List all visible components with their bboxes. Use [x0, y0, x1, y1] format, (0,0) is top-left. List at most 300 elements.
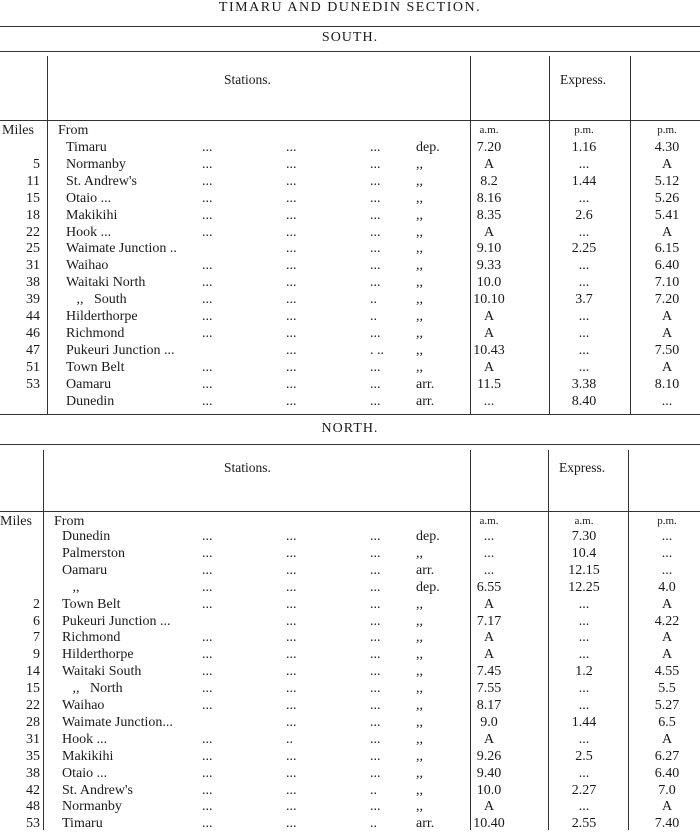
- miles-cell: 25: [26, 241, 40, 257]
- status-cell: dep.: [416, 579, 440, 595]
- express-time-cell: ...: [578, 156, 590, 172]
- leader-dots: ...: [286, 393, 297, 409]
- leader-dots: ...: [370, 647, 381, 663]
- miles-cell: 53: [26, 816, 40, 832]
- leader-dots: ...: [202, 376, 213, 392]
- leader-dots: ...: [202, 207, 213, 223]
- express-time-cell: 1.2: [575, 664, 593, 680]
- time-cell: ...: [483, 393, 495, 409]
- express-time-cell: ...: [578, 596, 590, 612]
- leader-dots: ...: [202, 596, 213, 612]
- express-time-cell: ...: [578, 359, 590, 375]
- express-time-cell: ...: [578, 275, 590, 291]
- leader-dots: ...: [370, 224, 381, 240]
- time-cell: 4.30: [654, 140, 680, 155]
- miles-cell: 46: [26, 325, 40, 341]
- status-cell: ,,: [416, 698, 423, 713]
- miles-cell: 38: [26, 765, 40, 781]
- time-cell: 10.0: [476, 275, 502, 291]
- leader-dots: ...: [286, 173, 297, 189]
- time-cell: 5.41: [654, 207, 680, 223]
- leader-dots: ...: [286, 224, 297, 240]
- express-time-cell: 12.25: [568, 579, 600, 595]
- table-row: [0, 815, 700, 832]
- leader-dots: ...: [370, 376, 381, 392]
- table-row: [0, 342, 700, 359]
- unit-label: a.m.: [574, 515, 594, 527]
- leader-dots: ...: [286, 241, 297, 257]
- time-cell: A: [483, 325, 495, 341]
- status-cell: arr.: [416, 393, 435, 409]
- express-time-cell: ...: [578, 258, 590, 274]
- status-cell: ,,: [416, 342, 423, 358]
- time-cell: 7.50: [654, 342, 680, 358]
- leader-dots: ...: [370, 799, 381, 815]
- leader-dots: ...: [286, 359, 297, 375]
- station-name: Otaio ...: [62, 765, 108, 781]
- express-time-cell: 2.27: [571, 782, 597, 798]
- time-cell: A: [661, 309, 673, 324]
- leader-dots: ...: [370, 562, 381, 578]
- time-cell: 6.5: [658, 714, 676, 730]
- table-row: [0, 613, 700, 630]
- table-row: [0, 325, 700, 342]
- leader-dots: ...: [286, 647, 297, 663]
- station-name: Normanby: [66, 156, 126, 172]
- leader-dots: ...: [286, 698, 297, 713]
- miles-cell: 48: [26, 799, 40, 815]
- station-name: ,, North: [62, 681, 123, 697]
- time-cell: A: [661, 596, 673, 612]
- leader-dots: ...: [202, 562, 213, 578]
- miles-cell: 9: [33, 647, 40, 663]
- time-cell: 7.20: [476, 140, 502, 155]
- leader-dots: ...: [286, 613, 297, 629]
- north-heading: NORTH.: [321, 421, 379, 436]
- station-name: Palmerston: [62, 545, 125, 561]
- leader-dots: ...: [370, 241, 381, 257]
- table-row: [0, 562, 700, 579]
- time-cell: ...: [661, 545, 673, 561]
- express-header: Express.: [559, 460, 606, 475]
- divider: [0, 26, 700, 27]
- leader-dots: ...: [370, 681, 381, 697]
- express-time-cell: 10.4: [571, 545, 597, 561]
- express-time-cell: 2.5: [575, 748, 593, 764]
- time-cell: 9.40: [476, 765, 502, 781]
- status-cell: ,,: [416, 359, 423, 375]
- unit-label: p.m.: [657, 124, 677, 136]
- table-row: [0, 291, 700, 308]
- station-name: Town Belt: [62, 596, 121, 612]
- miles-cell: 38: [26, 275, 40, 291]
- status-cell: ,,: [416, 664, 423, 680]
- time-cell: 10.0: [476, 782, 502, 798]
- leader-dots: ...: [370, 630, 381, 646]
- divider: [0, 414, 700, 415]
- miles-cell: 35: [26, 748, 40, 764]
- time-cell: 4.0: [658, 579, 676, 595]
- status-cell: dep.: [416, 529, 440, 544]
- status-cell: ,,: [416, 681, 423, 697]
- station-name: Waitaki South: [62, 664, 142, 680]
- time-cell: 7.17: [476, 613, 502, 629]
- status-cell: ,,: [416, 309, 423, 324]
- leader-dots: ...: [202, 325, 213, 341]
- leader-dots: ...: [370, 393, 381, 409]
- time-cell: 6.27: [654, 748, 680, 764]
- time-cell: 10.10: [473, 292, 505, 308]
- leader-dots: ...: [286, 816, 297, 832]
- leader-dots: ...: [370, 545, 381, 561]
- leader-dots: ...: [286, 275, 297, 291]
- leader-dots: ...: [202, 782, 213, 798]
- leader-dots: ...: [202, 579, 213, 595]
- leader-dots: . ..: [370, 342, 384, 358]
- time-cell: 8.10: [654, 376, 680, 392]
- table-row: [0, 765, 700, 782]
- table-row: [0, 629, 700, 646]
- station-name: Richmond: [62, 630, 121, 646]
- leader-dots: ...: [286, 765, 297, 781]
- leader-dots: ...: [370, 207, 381, 223]
- leader-dots: ...: [202, 731, 213, 747]
- table-row: [0, 359, 700, 376]
- time-cell: 6.40: [654, 258, 680, 274]
- leader-dots: ...: [286, 562, 297, 578]
- table-row: [0, 207, 700, 224]
- table-row: [0, 748, 700, 765]
- stations-header: Stations.: [224, 460, 271, 475]
- status-cell: dep.: [416, 140, 440, 155]
- time-cell: 11.5: [477, 376, 501, 392]
- unit-label: a.m.: [479, 515, 499, 527]
- leader-dots: ...: [370, 325, 381, 341]
- status-cell: ,,: [416, 241, 423, 257]
- express-time-cell: 2.25: [571, 241, 597, 257]
- leader-dots: ...: [370, 748, 381, 764]
- miles-cell: 31: [26, 731, 40, 747]
- table-row: [0, 173, 700, 190]
- leader-dots: ...: [286, 748, 297, 764]
- status-cell: ,,: [416, 782, 423, 798]
- time-cell: A: [483, 731, 495, 747]
- time-cell: A: [483, 359, 495, 375]
- station-name: Richmond: [66, 325, 125, 341]
- time-cell: A: [483, 647, 495, 663]
- leader-dots: ...: [202, 698, 213, 713]
- table-row: [0, 596, 700, 613]
- status-cell: ,,: [416, 613, 423, 629]
- table-row: [0, 646, 700, 663]
- status-cell: arr.: [416, 562, 435, 578]
- leader-dots: ..: [370, 292, 377, 308]
- time-cell: 8.17: [476, 698, 502, 713]
- from-label: From: [58, 123, 89, 138]
- table-row: [0, 274, 700, 291]
- time-cell: A: [483, 156, 495, 172]
- leader-dots: ...: [286, 292, 297, 308]
- table-row: [0, 731, 700, 748]
- status-cell: ,,: [416, 647, 423, 663]
- time-cell: ...: [661, 529, 673, 544]
- time-cell: 6.15: [654, 241, 680, 257]
- status-cell: arr.: [416, 816, 435, 832]
- leader-dots: ...: [202, 292, 213, 308]
- station-name: Oamaru: [66, 376, 112, 392]
- station-name: Waihao: [62, 698, 105, 713]
- leader-dots: ...: [286, 630, 297, 646]
- leader-dots: ...: [370, 275, 381, 291]
- station-name: St. Andrew's: [62, 782, 133, 798]
- leader-dots: ...: [202, 224, 213, 240]
- table-row: [0, 257, 700, 274]
- leader-dots: ...: [286, 156, 297, 172]
- station-name: Waitaki North: [66, 275, 146, 291]
- station-name: Hilderthorpe: [66, 309, 138, 324]
- time-cell: 5.12: [654, 173, 680, 189]
- time-cell: A: [483, 630, 495, 646]
- station-name: Normanby: [62, 799, 122, 815]
- unit-label: a.m.: [479, 124, 499, 136]
- express-time-cell: 2.55: [571, 816, 597, 832]
- leader-dots: ...: [202, 359, 213, 375]
- miles-cell: 6: [33, 613, 40, 629]
- express-time-cell: ...: [578, 731, 590, 747]
- leader-dots: ...: [370, 190, 381, 206]
- status-cell: ,,: [416, 173, 423, 189]
- table-row: [0, 393, 700, 410]
- leader-dots: ...: [370, 140, 381, 155]
- time-cell: A: [661, 647, 673, 663]
- time-cell: 9.0: [480, 714, 498, 730]
- leader-dots: ...: [202, 156, 213, 172]
- status-cell: ,,: [416, 596, 423, 612]
- time-cell: 5.27: [654, 698, 680, 713]
- header-row: [0, 122, 700, 139]
- express-time-cell: 1.44: [571, 714, 597, 730]
- station-name: Makikihi: [62, 748, 114, 764]
- time-cell: ...: [661, 393, 673, 409]
- leader-dots: ...: [286, 782, 297, 798]
- time-cell: 4.22: [654, 613, 680, 629]
- stations-header: Stations.: [224, 72, 271, 87]
- leader-dots: ...: [202, 529, 213, 544]
- leader-dots: ...: [286, 545, 297, 561]
- time-cell: A: [661, 359, 673, 375]
- time-cell: 9.33: [476, 258, 502, 274]
- table-row: [0, 782, 700, 799]
- status-cell: ,,: [416, 156, 423, 172]
- status-cell: ,,: [416, 748, 423, 764]
- station-name: Hilderthorpe: [62, 647, 134, 663]
- status-cell: ,,: [416, 765, 423, 781]
- time-cell: 4.55: [654, 664, 680, 680]
- table-row: [0, 663, 700, 680]
- station-name: Pukeuri Junction ...: [66, 342, 175, 358]
- station-name: Waihao: [66, 258, 109, 274]
- express-time-cell: 12.15: [568, 562, 600, 578]
- time-cell: A: [661, 224, 673, 240]
- table-row: [0, 190, 700, 207]
- leader-dots: ...: [286, 596, 297, 612]
- express-time-cell: ...: [578, 681, 590, 697]
- time-cell: A: [483, 224, 495, 240]
- divider: [0, 120, 700, 121]
- leader-dots: ...: [286, 207, 297, 223]
- miles-cell: 42: [26, 782, 40, 798]
- miles-cell: 22: [26, 224, 40, 240]
- status-cell: ,,: [416, 275, 423, 291]
- express-header: Express.: [560, 72, 607, 87]
- status-cell: ,,: [416, 207, 423, 223]
- miles-cell: 7: [33, 630, 40, 646]
- station-name: Pukeuri Junction ...: [62, 613, 171, 629]
- miles-cell: 11: [26, 173, 40, 189]
- time-cell: 5.26: [654, 190, 680, 206]
- leader-dots: ...: [286, 140, 297, 155]
- leader-dots: ...: [202, 816, 213, 832]
- miles-cell: 14: [26, 664, 40, 680]
- leader-dots: ...: [370, 714, 381, 730]
- leader-dots: ..: [286, 731, 293, 747]
- miles-cell: 18: [26, 207, 40, 223]
- leader-dots: ...: [202, 140, 213, 155]
- express-time-cell: ...: [578, 698, 590, 713]
- divider: [0, 511, 700, 512]
- leader-dots: ...: [370, 664, 381, 680]
- page-title: TIMARU AND DUNEDIN SECTION.: [218, 0, 482, 15]
- status-cell: ,,: [416, 190, 423, 206]
- leader-dots: ...: [286, 190, 297, 206]
- leader-dots: ...: [286, 714, 297, 730]
- express-time-cell: ...: [578, 799, 590, 815]
- station-name: Oamaru: [62, 562, 108, 578]
- table-row: [0, 798, 700, 815]
- leader-dots: ...: [370, 698, 381, 713]
- leader-dots: ...: [370, 529, 381, 544]
- miles-cell: 5: [33, 156, 40, 172]
- station-name: ,,: [62, 579, 80, 595]
- miles-cell: 51: [26, 359, 40, 375]
- leader-dots: ...: [202, 393, 213, 409]
- table-row: [0, 376, 700, 393]
- time-cell: A: [483, 309, 495, 324]
- miles-cell: 28: [26, 714, 40, 730]
- station-name: Makikihi: [66, 207, 118, 223]
- leader-dots: ...: [202, 545, 213, 561]
- leader-dots: ...: [202, 630, 213, 646]
- status-cell: ,,: [416, 799, 423, 815]
- leader-dots: ...: [286, 579, 297, 595]
- leader-dots: ...: [202, 258, 213, 274]
- miles-cell: 15: [26, 190, 40, 206]
- leader-dots: ...: [286, 258, 297, 274]
- express-time-cell: ...: [578, 325, 590, 341]
- express-time-cell: 1.16: [571, 140, 597, 155]
- time-cell: 9.26: [476, 748, 502, 764]
- time-cell: 8.16: [476, 190, 502, 206]
- unit-label: p.m.: [657, 515, 677, 527]
- table-row: [0, 240, 700, 257]
- station-name: Hook ...: [62, 731, 108, 747]
- time-cell: 10.43: [473, 342, 505, 358]
- leader-dots: ...: [286, 799, 297, 815]
- express-time-cell: 2.6: [575, 207, 593, 223]
- status-cell: arr.: [416, 376, 435, 392]
- express-time-cell: 3.38: [571, 376, 597, 392]
- time-cell: 7.40: [654, 816, 680, 832]
- time-cell: 6.55: [476, 579, 502, 595]
- south-heading: SOUTH.: [321, 30, 379, 45]
- time-cell: A: [661, 325, 673, 341]
- time-cell: A: [661, 799, 673, 815]
- express-time-cell: ...: [578, 309, 590, 324]
- table-row: [0, 714, 700, 731]
- from-label: From: [54, 514, 85, 529]
- leader-dots: ...: [286, 376, 297, 392]
- leader-dots: ...: [202, 681, 213, 697]
- miles-cell: 53: [26, 376, 40, 392]
- leader-dots: ..: [370, 782, 377, 798]
- time-cell: A: [483, 596, 495, 612]
- leader-dots: ..: [370, 309, 377, 324]
- table-row: [0, 139, 700, 156]
- leader-dots: ...: [286, 342, 297, 358]
- miles-cell: 31: [26, 258, 40, 274]
- station-name: St. Andrew's: [66, 173, 137, 189]
- divider: [0, 51, 700, 52]
- miles-cell: 39: [26, 292, 40, 308]
- station-name: Otaio ...: [66, 190, 112, 206]
- leader-dots: ...: [286, 309, 297, 324]
- express-time-cell: ...: [578, 190, 590, 206]
- time-cell: 7.20: [654, 292, 680, 308]
- leader-dots: ...: [202, 275, 213, 291]
- time-cell: 9.10: [476, 241, 502, 257]
- leader-dots: ...: [202, 765, 213, 781]
- express-time-cell: 8.40: [571, 393, 597, 409]
- leader-dots: ...: [370, 258, 381, 274]
- leader-dots: ...: [286, 529, 297, 544]
- miles-cell: 15: [26, 681, 40, 697]
- status-cell: ,,: [416, 545, 423, 561]
- leader-dots: ...: [202, 647, 213, 663]
- leader-dots: ...: [370, 173, 381, 189]
- miles-cell: 22: [26, 698, 40, 713]
- leader-dots: ...: [370, 579, 381, 595]
- miles-cell: 44: [26, 309, 40, 324]
- miles-cell: 47: [26, 342, 40, 358]
- time-cell: A: [661, 156, 673, 172]
- leader-dots: ...: [202, 664, 213, 680]
- express-time-cell: ...: [578, 613, 590, 629]
- station-name: ,, South: [66, 292, 127, 308]
- table-row: [0, 579, 700, 596]
- station-name: Town Belt: [66, 359, 125, 375]
- time-cell: A: [661, 630, 673, 646]
- station-name: Waimate Junction ..: [66, 241, 177, 257]
- time-cell: 8.35: [476, 207, 502, 223]
- leader-dots: ...: [286, 681, 297, 697]
- express-time-cell: ...: [578, 765, 590, 781]
- time-cell: 7.10: [654, 275, 680, 291]
- status-cell: ,,: [416, 292, 423, 308]
- divider: [0, 444, 700, 445]
- status-cell: ,,: [416, 714, 423, 730]
- leader-dots: ...: [286, 325, 297, 341]
- miles-label: Miles: [0, 514, 32, 529]
